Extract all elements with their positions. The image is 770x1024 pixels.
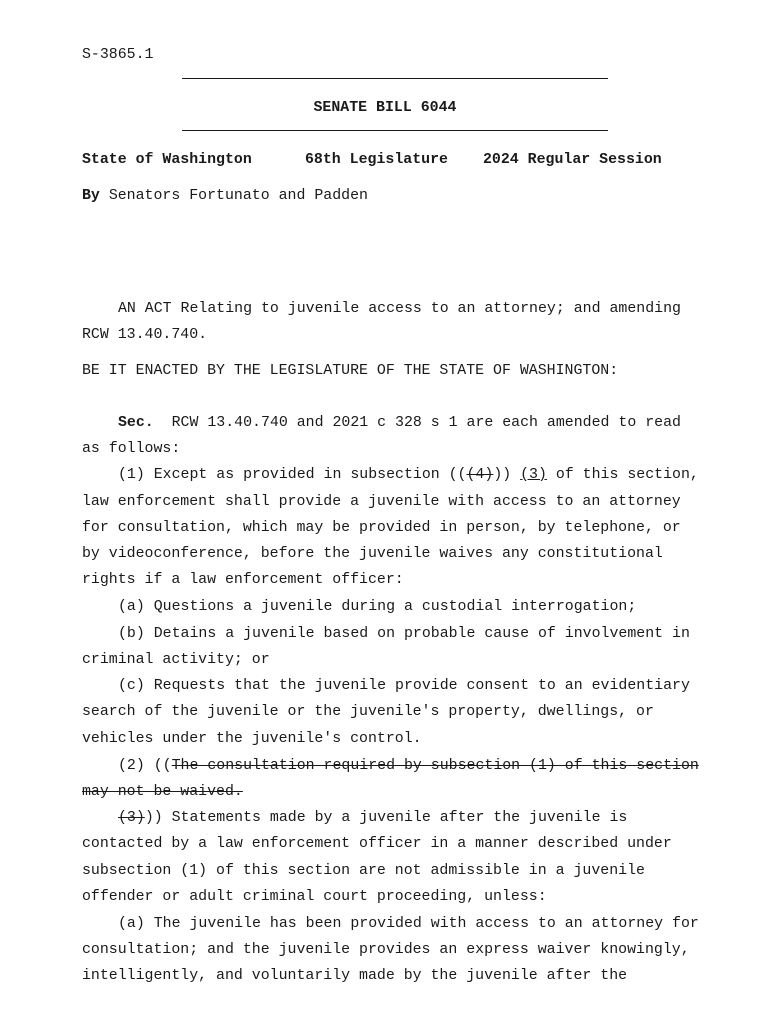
subsection-1-line-2: law enforcement shall provide a juvenile with access to an attorney <box>82 494 681 510</box>
bill-id: S-3865.1 <box>82 47 154 63</box>
subsection-2-line-1 <box>118 757 699 775</box>
bill-title: SENATE BILL 6044 <box>313 100 457 116</box>
enacting-clause: BE IT ENACTED BY THE LEGISLATURE OF THE STATE OF WASHINGTON: <box>82 363 619 379</box>
inserted-text: (3) <box>520 467 547 483</box>
by-label: By <box>82 188 100 204</box>
section-heading-line-2: as follows: <box>82 441 181 457</box>
subsection-2-line-2-struck: may not be waived. <box>82 784 243 800</box>
subsection-2a-line-3: intelligently, and voluntarily made by the juvenile after the <box>82 968 628 984</box>
title-rule-top <box>182 78 608 79</box>
p2-post: )) Statements made by a juvenile after the juvenile is <box>144 810 628 826</box>
struck-text: (4) <box>466 467 494 483</box>
p1-mid: )) <box>493 467 521 483</box>
subsection-1-line-4: by videoconference, before the juvenile waives any constitutional <box>82 546 663 562</box>
p2-pre: (2) (( <box>118 758 172 774</box>
subsection-2-line-4: contacted by a law enforcement officer in a manner described under <box>82 836 672 852</box>
subsection-2a-line-1: (a) The juvenile has been provided with access to an attorney for <box>118 916 699 932</box>
subsection-1c-line-2: search of the juvenile or the juvenile's property, dwellings, or <box>82 704 654 720</box>
sponsors: Senators Fortunato and Padden <box>108 188 368 204</box>
sponsor-line <box>82 187 368 205</box>
legislature-name: 68th Legislature <box>305 152 448 168</box>
subsection-2-line-6: offender or adult criminal court proceeding, unless: <box>82 889 547 905</box>
subsection-2-line-3 <box>118 809 627 827</box>
subsection-2-line-5: subsection (1) of this section are not admissible in a juvenile <box>82 863 645 879</box>
subsection-1c-line-1: (c) Requests that the juvenile provide consent to an evidentiary <box>118 678 690 694</box>
act-title-line-2: RCW 13.40.740. <box>82 327 208 343</box>
subsection-2a-line-2: consultation; and the juvenile provides an express waiver knowingly, <box>82 942 690 958</box>
subsection-1b-line-2: criminal activity; or <box>82 652 270 668</box>
subsection-1a: (a) Questions a juvenile during a custodial interrogation; <box>118 599 637 615</box>
struck-text: The consultation required by subsection (1) of this section <box>171 758 699 774</box>
p1-post: of this section, <box>546 467 699 483</box>
subsection-1b-line-1: (b) Detains a juvenile based on probable cause of involvement in <box>118 626 690 642</box>
p1-pre: (1) Except as provided in subsection (( <box>118 467 467 483</box>
subsection-1-line-3: for consultation, which may be provided in person, by telephone, or <box>82 520 681 536</box>
struck-text: (3) <box>118 810 145 826</box>
section-label: Sec. <box>118 415 154 431</box>
state-line <box>82 151 252 169</box>
subsection-1-line-1 <box>118 466 699 484</box>
act-title-line-1: AN ACT Relating to juvenile access to an attorney; and amending <box>118 301 681 317</box>
section-heading <box>118 414 681 432</box>
subsection-1-line-5: rights if a law enforcement officer: <box>82 572 404 588</box>
session-name: 2024 Regular Session <box>483 152 662 168</box>
section-heading-text: RCW 13.40.740 and 2021 c 328 s 1 are each amended to read <box>153 415 681 431</box>
state-name: State of Washington <box>82 152 252 168</box>
title-rule-bottom <box>182 130 608 131</box>
subsection-1c-line-3: vehicles under the juvenile's control. <box>82 731 422 747</box>
